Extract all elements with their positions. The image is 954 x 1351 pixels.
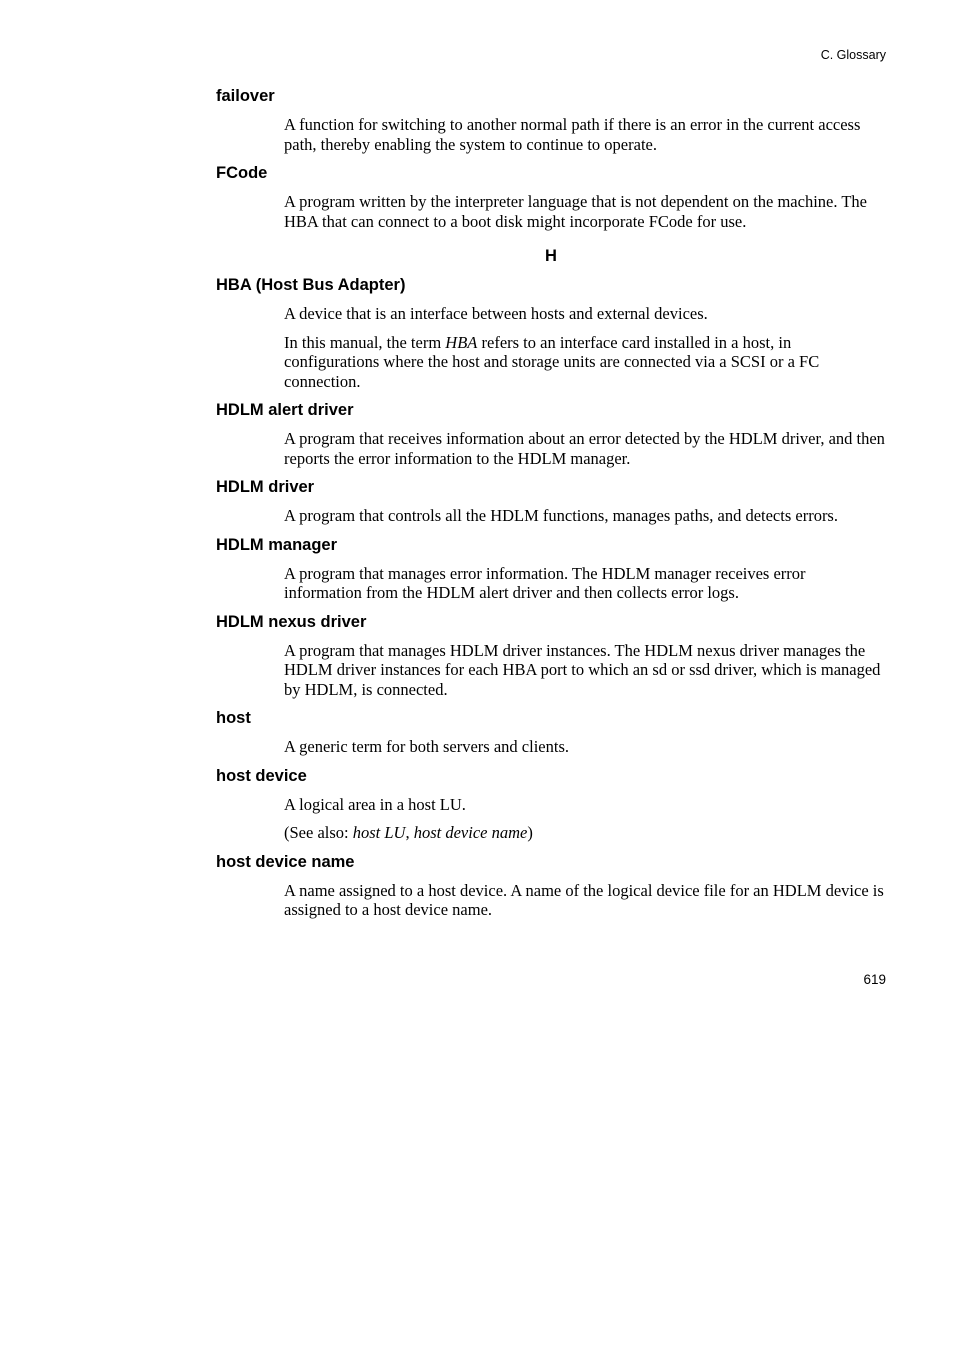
glossary-term: HBA (Host Bus Adapter) [216,276,406,294]
text-run: (See also: [284,823,353,842]
text-run: ) [527,823,533,842]
text-run: , [405,823,414,842]
glossary-definition: A program that manages HDLM driver instances. The HDLM nexus driver manages the HDLM driver instances for each HBA port to which an sd or ssd driver, which is managed by HDLM, is connected. [284,640,881,699]
section-letter-heading [216,247,886,266]
glossary-entry-host-device [216,766,886,843]
glossary-entry-hdlm-manager [216,535,886,603]
glossary-entry-failover [216,86,886,154]
glossary-entry-hdlm-driver [216,477,886,526]
glossary-definition: A generic term for both servers and clients. [284,737,569,756]
glossary-entry-hba [216,275,886,391]
running-header: C. Glossary [820,48,886,62]
glossary-content [216,86,886,928]
emphasis-term: HBA [445,332,478,352]
glossary-term: HDLM nexus driver [216,612,367,631]
cross-reference-term: host device name [413,823,528,842]
page-number: 619 [863,972,886,987]
glossary-term: HDLM manager [216,535,338,554]
glossary-definition [284,333,886,392]
glossary-definition: A program written by the interpreter language that is not dependent on the machine. The HBA that can connect to a boot disk might incorporate FCode for use. [284,192,867,231]
glossary-definition: A program that controls all the HDLM functions, manages paths, and detects errors. [284,506,838,525]
glossary-definition: A program that manages error information. The HDLM manager receives error information from the HDLM alert driver and then collects error logs. [284,563,806,602]
glossary-term: host device name [216,852,355,871]
glossary-definition: A name assigned to a host device. A name of the logical device file for an HDLM device is assigned to a host device name. [284,880,884,919]
glossary-entry-fcode [216,163,886,231]
glossary-term: FCode [216,164,268,182]
glossary-term: failover [216,87,275,105]
glossary-term: HDLM alert driver [216,401,354,419]
cross-reference-term: host LU [352,823,406,842]
glossary-definition: A program that receives information about an error detected by the HDLM driver, and then reports the error information to the HDLM manager. [284,429,885,468]
glossary-definition: A device that is an interface between hosts and external devices. [284,304,708,323]
glossary-entry-hdlm-alert-driver [216,400,886,468]
text-run: In this manual, the term [284,332,446,352]
glossary-entry-host [216,708,886,757]
see-also-reference [284,823,886,843]
text-run: refers to an interface card installed in a host, in configurations where the host and storage units are connected via a SCSI or a FC connection. [284,332,820,391]
glossary-entry-hdlm-nexus-driver [216,612,886,700]
glossary-term: host [216,709,251,727]
glossary-term: HDLM driver [216,478,315,496]
section-letter: H [545,247,557,265]
glossary-definition: A function for switching to another normal path if there is an error in the current access path, thereby enabling the system to continue to operate. [284,115,861,154]
glossary-entry-host-device-name [216,852,886,920]
glossary-term: host device [216,766,307,785]
glossary-definition: A logical area in a host LU. [284,794,466,814]
